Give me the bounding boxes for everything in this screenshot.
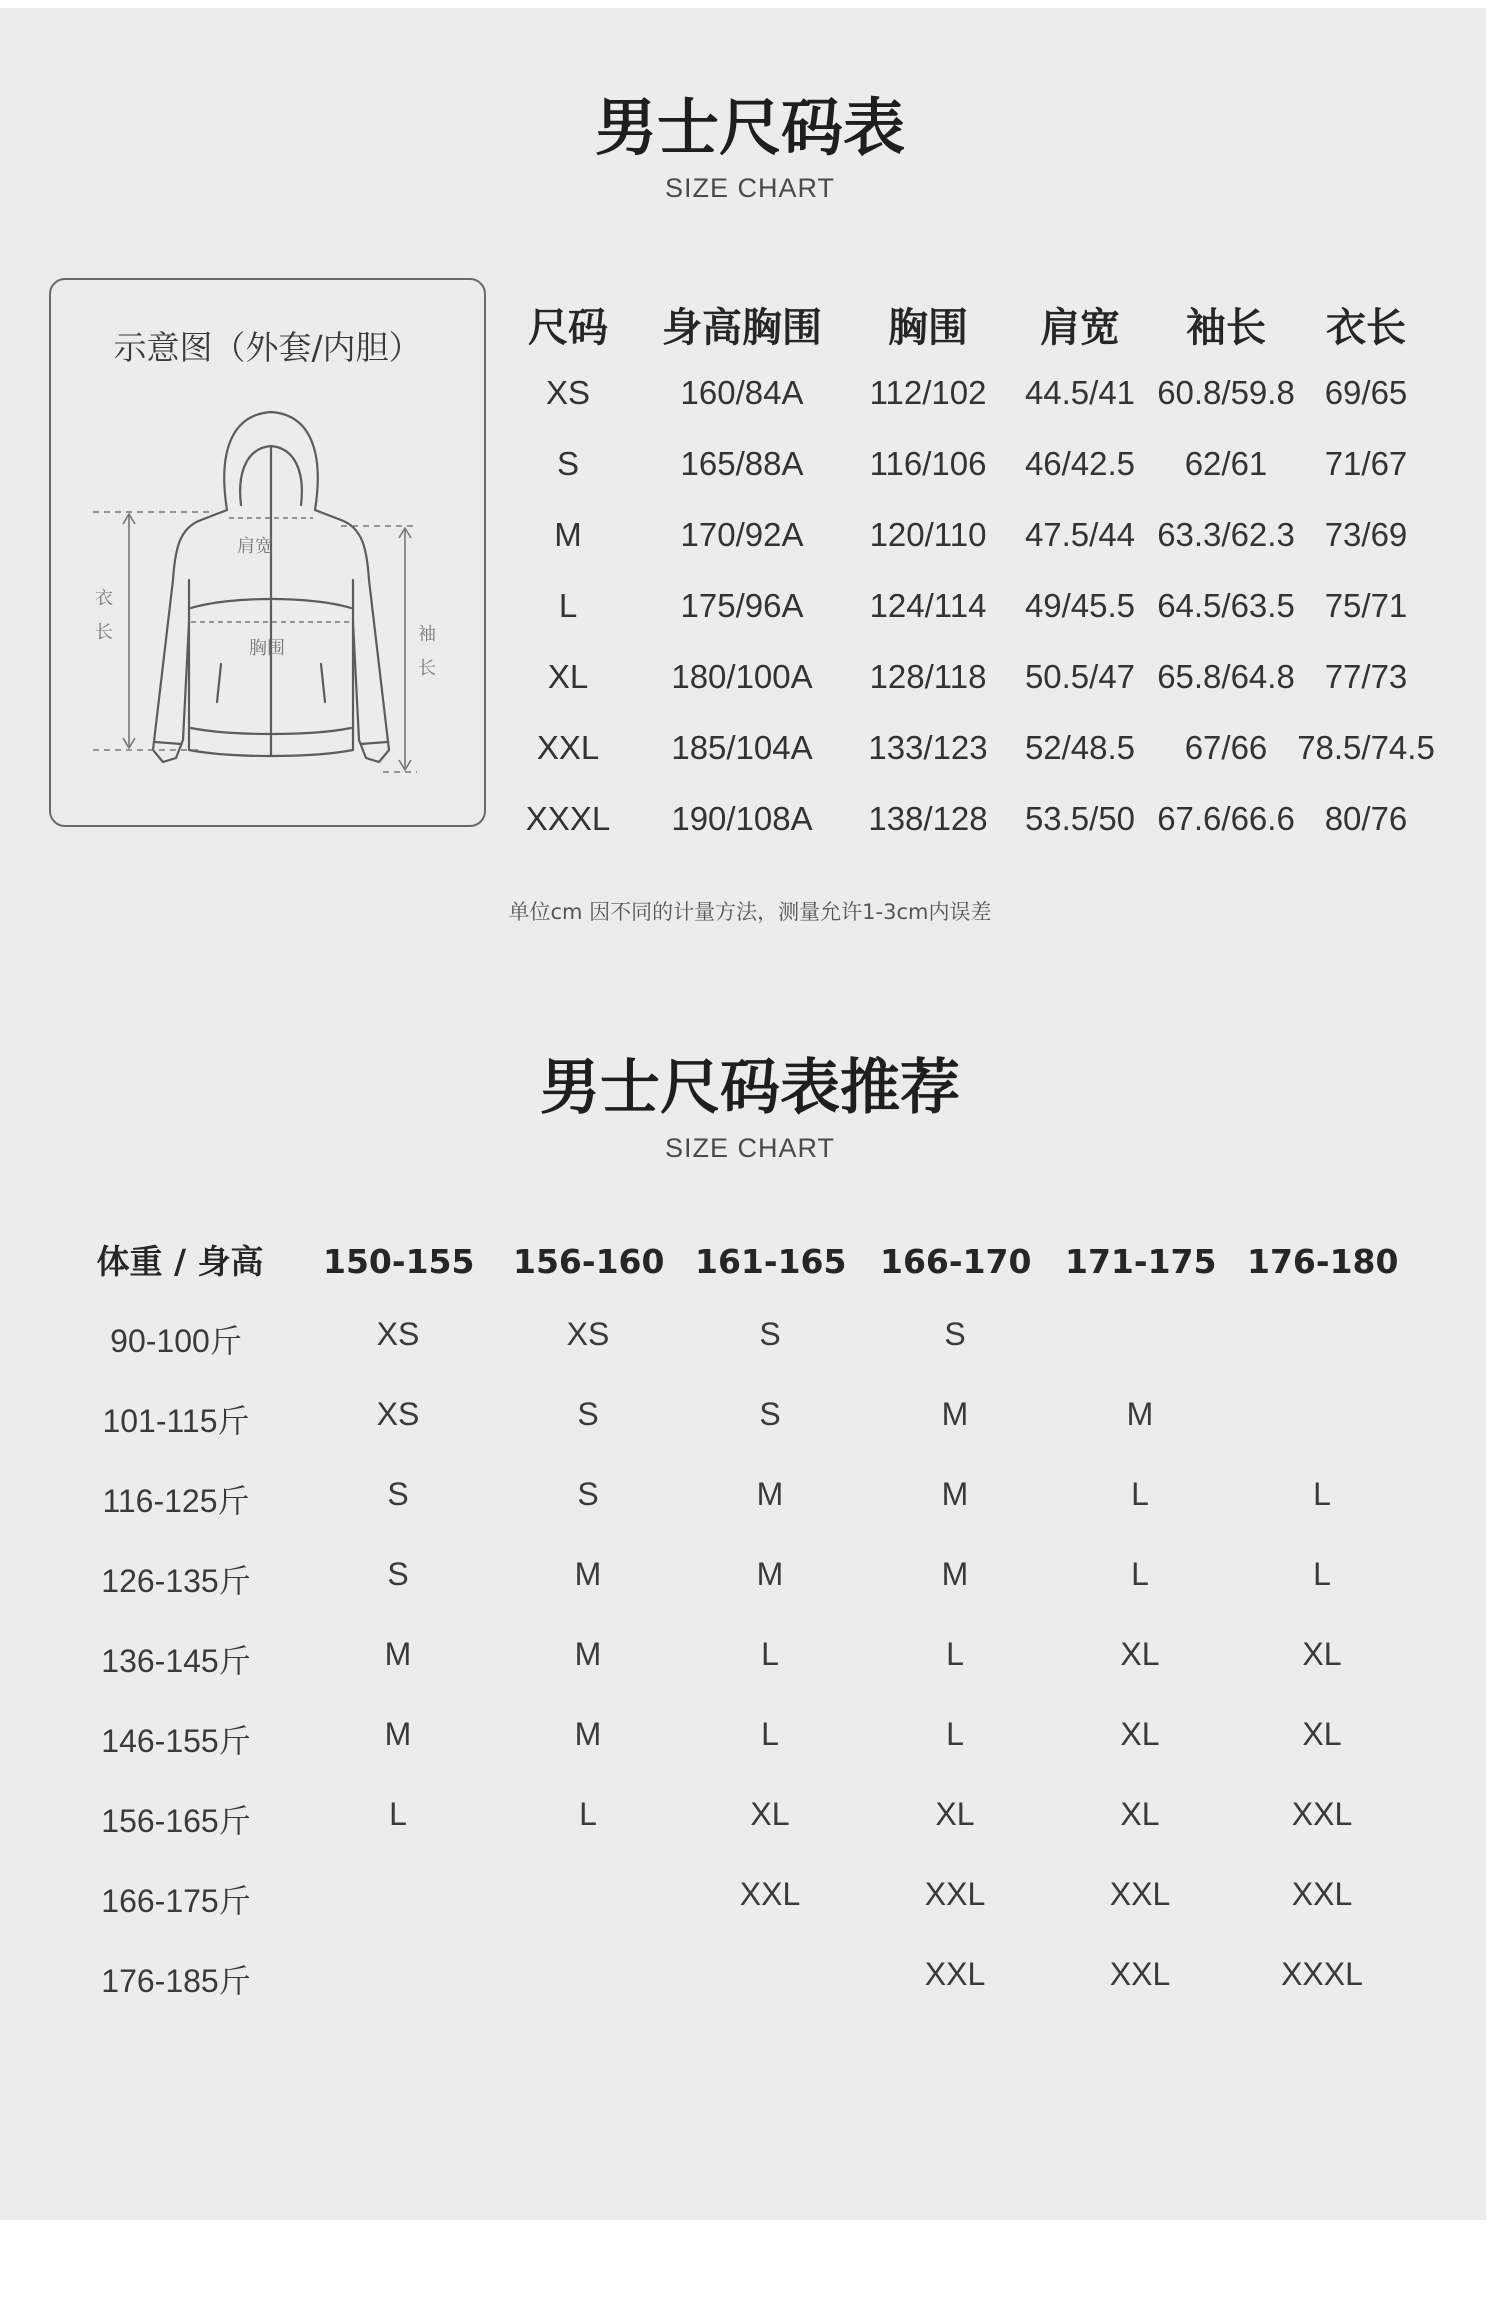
table-cell: 49/45.5 <box>1024 587 1136 624</box>
body-length-label: 衣长 <box>95 588 113 643</box>
table-cell: S <box>556 445 579 482</box>
table-cell: 73/69 <box>1324 516 1408 553</box>
table-cell: 52/48.5 <box>1024 729 1136 766</box>
size-cell: M <box>574 1716 602 1752</box>
size-cell: L <box>579 1796 597 1832</box>
table-cell: 170/92A <box>680 516 804 553</box>
size-cell: XXL <box>1109 1956 1171 1992</box>
table-cell: 53.5/50 <box>1024 800 1136 837</box>
table-cell: 67.6/66.6 <box>1157 800 1295 837</box>
size-cell: L <box>761 1636 779 1672</box>
height-header: 171-175 <box>1065 1242 1217 1281</box>
weight-label: 166-175斤 <box>101 1883 251 1919</box>
size-cell: L <box>1313 1556 1331 1592</box>
sleeve-length-label: 袖长 <box>418 624 436 679</box>
size-cell: S <box>944 1316 966 1352</box>
weight-label: 116-125斤 <box>102 1483 250 1519</box>
table-cell: 47.5/44 <box>1024 516 1136 553</box>
size-cell: S <box>759 1316 781 1352</box>
size-cell: M <box>1126 1396 1154 1432</box>
table-cell: 77/73 <box>1324 658 1408 695</box>
height-header: 176-180 <box>1247 1242 1399 1281</box>
height-header: 150-155 <box>323 1242 475 1281</box>
size-chart-title: 男士尺码表 <box>594 91 905 164</box>
size-cell: S <box>577 1396 599 1432</box>
table-cell: XXL <box>536 729 600 766</box>
size-cell: S <box>759 1396 781 1432</box>
column-header: 尺码 <box>528 305 608 351</box>
weight-label: 136-145斤 <box>101 1643 251 1679</box>
size-cell: XS <box>376 1396 420 1432</box>
height-header: 156-160 <box>513 1242 665 1281</box>
jacket-illustration <box>51 280 484 825</box>
table-cell: 185/104A <box>671 729 813 766</box>
table-cell: XXXL <box>525 800 611 837</box>
size-cell: XL <box>1302 1636 1342 1672</box>
table-cell: 120/110 <box>869 516 987 553</box>
size-chart-subtitle: SIZE CHART <box>664 173 836 203</box>
table-cell: 62/61 <box>1184 445 1268 482</box>
table-cell: XL <box>547 658 589 695</box>
size-cell: XXL <box>924 1876 986 1912</box>
column-header: 衣长 <box>1326 305 1406 351</box>
size-cell: XXL <box>739 1876 801 1912</box>
table-cell: 63.3/62.3 <box>1157 516 1295 553</box>
size-cell: M <box>384 1716 412 1752</box>
size-cell: XXL <box>924 1956 986 1992</box>
table-cell: 175/96A <box>680 587 804 624</box>
size-cell: XS <box>566 1316 610 1352</box>
table-cell: 75/71 <box>1324 587 1408 624</box>
size-cell: M <box>574 1636 602 1672</box>
table-cell: 80/76 <box>1324 800 1408 837</box>
size-cell: M <box>941 1556 969 1592</box>
table-cell: 180/100A <box>671 658 813 695</box>
table-cell: 60.8/59.8 <box>1157 374 1295 411</box>
size-cell: L <box>1131 1556 1149 1592</box>
size-cell: XXL <box>1291 1796 1353 1832</box>
table-cell: 165/88A <box>680 445 804 482</box>
weight-label: 126-135斤 <box>101 1563 251 1599</box>
size-cell: L <box>946 1716 964 1752</box>
table-cell: 160/84A <box>680 374 804 411</box>
table-cell: 138/128 <box>868 800 988 837</box>
size-cell: L <box>389 1796 407 1832</box>
table-cell: 69/65 <box>1324 374 1408 411</box>
size-cell: XL <box>1120 1716 1160 1752</box>
size-cell: XXXL <box>1281 1956 1363 1992</box>
table-cell: 50.5/47 <box>1024 658 1136 695</box>
size-cell: XXL <box>1291 1876 1353 1912</box>
table-cell: 128/118 <box>869 658 987 695</box>
table-cell: 133/123 <box>868 729 988 766</box>
column-header: 袖长 <box>1186 305 1266 351</box>
size-cell: M <box>756 1556 784 1592</box>
table-cell: 44.5/41 <box>1024 374 1136 411</box>
table-cell: 112/102 <box>869 374 987 411</box>
size-cell: XS <box>376 1316 420 1352</box>
size-cell: L <box>1131 1476 1149 1512</box>
size-cell: XL <box>750 1796 790 1832</box>
table-cell: XS <box>545 374 591 411</box>
weight-label: 146-155斤 <box>101 1723 251 1759</box>
column-header: 胸围 <box>888 305 968 351</box>
table-cell: L <box>558 587 578 624</box>
table-cell: 65.8/64.8 <box>1157 658 1295 695</box>
recommendation-title: 男士尺码表推荐 <box>540 1053 960 1123</box>
column-header: 肩宽 <box>1040 305 1120 351</box>
size-cell: XL <box>1120 1636 1160 1672</box>
size-cell: M <box>384 1636 412 1672</box>
garment-diagram <box>49 278 486 827</box>
size-cell: M <box>574 1556 602 1592</box>
size-cell: M <box>941 1396 969 1432</box>
table-cell: M <box>554 516 582 553</box>
weight-label: 90-100斤 <box>110 1323 242 1359</box>
size-cell: L <box>946 1636 964 1672</box>
table-cell: 71/67 <box>1324 445 1408 482</box>
measurement-note: 单位cm 因不同的计量方法，测量允许1-3cm内误差 <box>508 900 992 924</box>
size-cell: M <box>756 1476 784 1512</box>
diagram-caption: 示意图（外套/内胆） <box>113 328 422 367</box>
size-cell: S <box>387 1556 409 1592</box>
size-cell: L <box>1313 1476 1331 1512</box>
table-cell: 124/114 <box>869 587 987 624</box>
table-cell: 64.5/63.5 <box>1157 587 1295 624</box>
table-cell: 46/42.5 <box>1024 445 1136 482</box>
size-cell: L <box>761 1716 779 1752</box>
table-cell: 67/66 <box>1184 729 1268 766</box>
table-cell: 190/108A <box>671 800 813 837</box>
size-cell: XL <box>935 1796 975 1832</box>
size-cell: XL <box>1302 1716 1342 1752</box>
chest-label: 胸围 <box>249 638 285 659</box>
recommendation-subtitle: SIZE CHART <box>664 1133 836 1163</box>
weight-label: 176-185斤 <box>101 1963 251 1999</box>
size-cell: XL <box>1120 1796 1160 1832</box>
height-header: 166-170 <box>880 1242 1032 1281</box>
size-cell: XXL <box>1109 1876 1171 1912</box>
weight-label: 101-115斤 <box>102 1403 250 1439</box>
shoulder-label: 肩宽 <box>237 536 273 557</box>
table-cell: 116/106 <box>869 445 987 482</box>
size-cell: M <box>941 1476 969 1512</box>
table-cell: 78.5/74.5 <box>1297 729 1435 766</box>
corner-header: 体重 / 身高 <box>96 1242 264 1281</box>
height-header: 161-165 <box>695 1242 847 1281</box>
size-cell: S <box>387 1476 409 1512</box>
size-cell: S <box>577 1476 599 1512</box>
column-header: 身高胸围 <box>662 305 822 351</box>
weight-label: 156-165斤 <box>101 1803 251 1839</box>
